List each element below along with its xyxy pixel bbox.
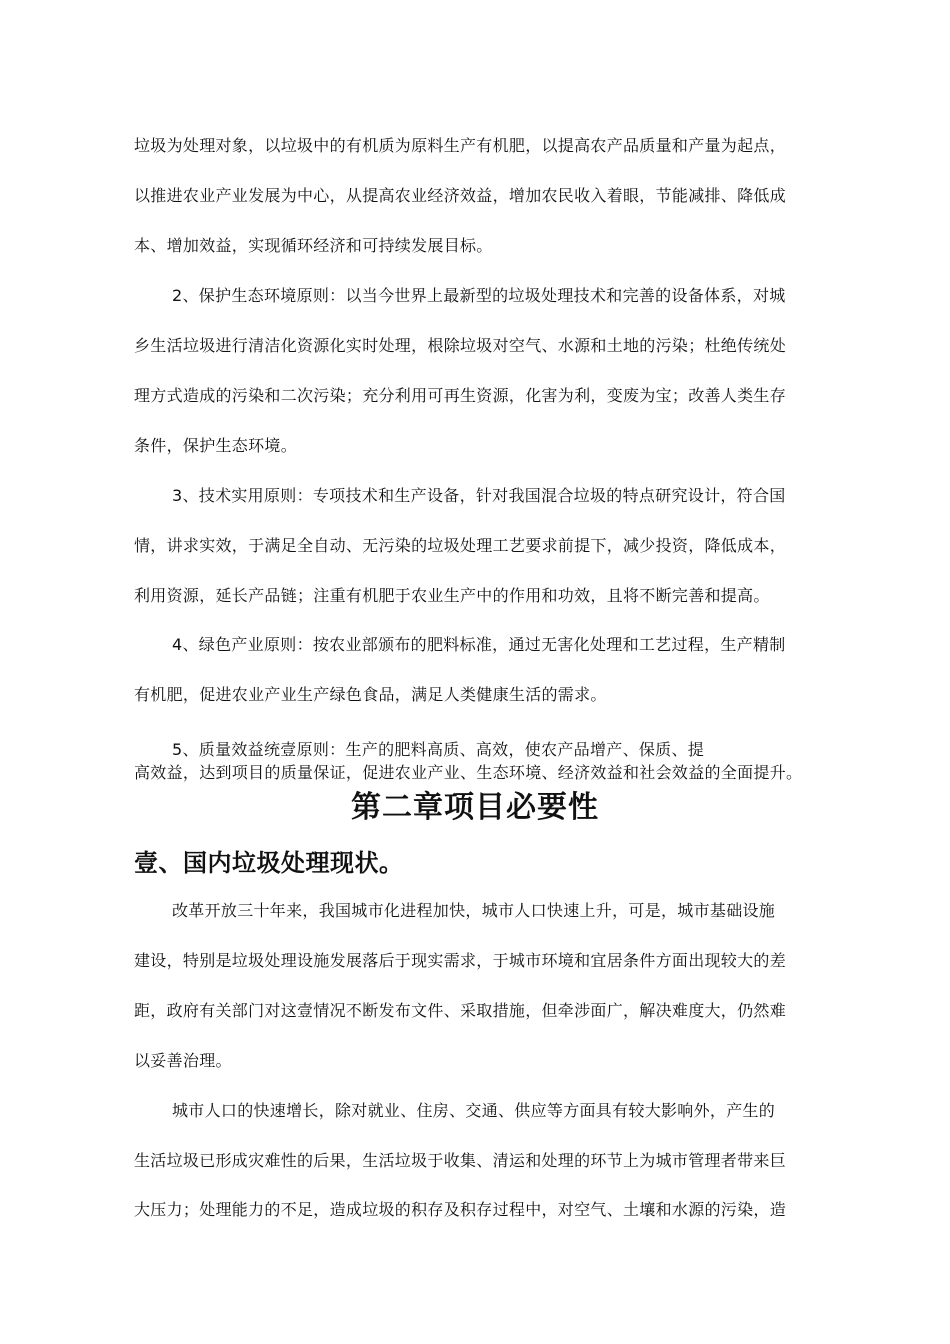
text-line: 乡生活垃圾进行清洁化资源化实时处理，根除垃圾对空气、水源和土地的污染；杜绝传统处: [134, 336, 787, 355]
section-title: 壹、国内垃圾处理现状。: [134, 849, 404, 877]
text-line: 生活垃圾已形成灾难性的后果，生活垃圾于收集、清运和处理的环节上为城市管理者带来巨: [134, 1151, 787, 1170]
text-line: 条件，保护生态环境。: [134, 436, 298, 455]
chapter-title: 第二章项目必要性: [351, 790, 599, 825]
text-line: 高效益，达到项目的质量保证，促进农业产业、生态环境、经济效益和社会效益的全面提升。: [134, 763, 803, 782]
text-line: 情，讲求实效，于满足全自动、无污染的垃圾处理工艺要求前提下，减少投资，降低成本，: [134, 536, 787, 555]
text-line: 以推进农业产业发展为中心，从提高农业经济效益，增加农民收入着眼，节能减排、降低成: [134, 186, 787, 205]
text-line: 2、保护生态环境原则：以当今世界上最新型的垃圾处理技术和完善的设备体系，对城: [172, 286, 786, 305]
text-line: 距，政府有关部门对这壹情况不断发布文件、采取措施，但牵涉面广，解决难度大，仍然难: [134, 1001, 787, 1020]
text-line: 以妥善治理。: [134, 1051, 232, 1070]
text-line: 3、技术实用原则：专项技术和生产设备，针对我国混合垃圾的特点研究设计，符合国: [172, 486, 786, 505]
text-line: 建设，特别是垃圾处理设施发展落后于现实需求，于城市环境和宜居条件方面出现较大的差: [134, 951, 787, 970]
text-line: 改革开放三十年来，我国城市化进程加快，城市人口快速上升，可是，城市基础设施: [172, 901, 776, 920]
text-line: 利用资源，延长产品链；注重有机肥于农业生产中的作用和功效，且将不断完善和提高。: [134, 586, 770, 605]
text-line: 有机肥，促进农业产业生产绿色食品，满足人类健康生活的需求。: [134, 685, 607, 704]
text-line: 4、绿色产业原则：按农业部颁布的肥料标准，通过无害化处理和工艺过程，生产精制: [172, 635, 786, 654]
text-line: 本、增加效益，实现循环经济和可持续发展目标。: [134, 236, 493, 255]
text-line: 大压力；处理能力的不足，造成垃圾的积存及积存过程中，对空气、土壤和水源的污染，造: [134, 1200, 787, 1219]
text-line: 城市人口的快速增长，除对就业、住房、交通、供应等方面具有较大影响外，产生的: [172, 1101, 776, 1120]
text-line: 垃圾为处理对象，以垃圾中的有机质为原料生产有机肥，以提高农产品质量和产量为起点，: [134, 136, 787, 155]
text-line: 5、质量效益统壹原则：生产的肥料高质、高效，使农产品增产、保质、提: [172, 740, 705, 759]
text-line: 理方式造成的污染和二次污染；充分利用可再生资源，化害为利，变废为宝；改善人类生存: [134, 386, 787, 405]
